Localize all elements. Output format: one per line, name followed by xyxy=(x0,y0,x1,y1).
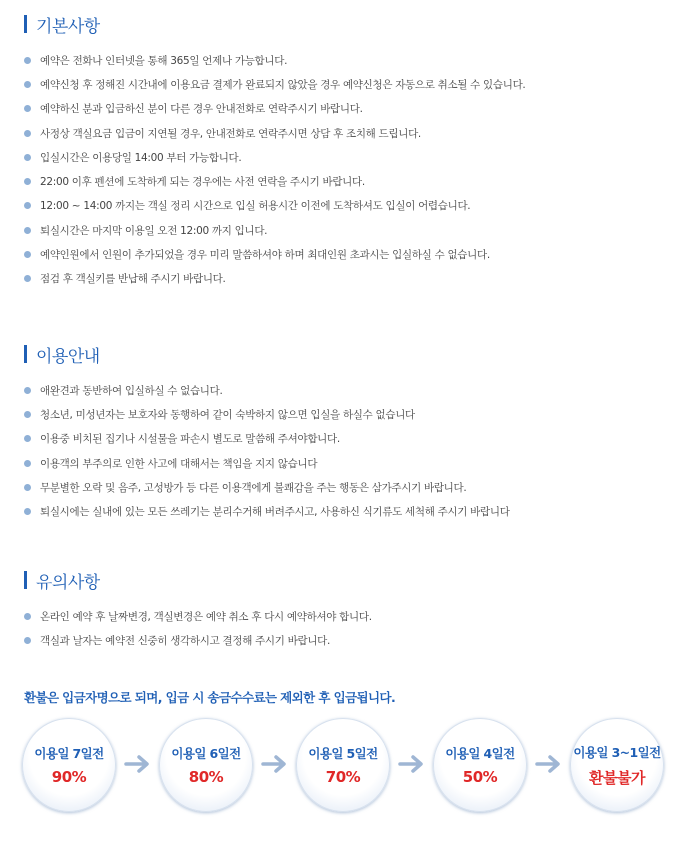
bullet-icon xyxy=(24,613,31,620)
refund-step xyxy=(433,718,527,812)
rules-list xyxy=(24,378,684,524)
section-usage xyxy=(24,342,684,524)
list-item: 무분별한 오락 및 음주, 고성방가 등 다른 이용객에게 불쾌감을 주는 행동은 삼가주시기 바랍니다. xyxy=(24,475,684,499)
refund-step-day: 이용일 7일전 xyxy=(34,746,104,761)
section-basic xyxy=(24,12,684,291)
list-item: 점검 후 객실키를 반납해 주시기 바랍니다. xyxy=(24,267,684,291)
list-item: 예약신청 후 정해진 시간내에 이용요금 결제가 완료되지 않았을 경우 예약신청은 자동으로 취소될 수 있습니다. xyxy=(24,72,684,96)
bullet-icon xyxy=(24,105,31,112)
list-item: 12:00 ~ 14:00 까지는 객실 정리 시간으로 입실 허용시간 이전에 도착하셔도 입실이 어렵습니다. xyxy=(24,194,684,218)
refund-step xyxy=(159,718,253,812)
refund-step-day: 이용일 4일전 xyxy=(445,746,515,761)
bullet-icon xyxy=(24,178,31,185)
section-notice xyxy=(24,568,684,653)
section-title: 이용안내 xyxy=(36,346,100,367)
section-heading xyxy=(24,568,684,592)
bullet-icon xyxy=(24,81,31,88)
refund-note: 환불은 입금자명으로 되며, 입금 시 송금수수료는 제외한 후 입금됩니다. xyxy=(24,690,396,705)
list-item: 객실과 날자는 예약전 신중히 생각하시고 결정해 주시기 바랍니다. xyxy=(24,628,684,652)
refund-step-rate: 80% xyxy=(188,768,224,786)
bullet-icon xyxy=(24,484,31,491)
list-item: 청소년, 미성년자는 보호자와 동행하여 같이 숙박하지 않으면 입실을 하실수 없습니다 xyxy=(24,402,684,426)
list-item: 22:00 이후 펜션에 도착하게 되는 경우에는 사전 연락을 주시기 바랍니다. xyxy=(24,169,684,193)
rules-list xyxy=(24,604,684,653)
bullet-icon xyxy=(24,387,31,394)
heading-bar xyxy=(24,15,27,33)
refund-step-day: 이용일 3~1일전 xyxy=(573,744,661,760)
section-title: 기본사항 xyxy=(36,16,100,37)
bullet-icon xyxy=(24,435,31,442)
arrow-right-icon xyxy=(398,754,426,774)
bullet-icon xyxy=(24,130,31,137)
refund-steps xyxy=(22,718,682,818)
bullet-icon xyxy=(24,637,31,644)
arrow-right-icon xyxy=(261,754,289,774)
bullet-icon xyxy=(24,154,31,161)
refund-step xyxy=(570,718,664,812)
refund-step xyxy=(22,718,116,812)
list-item: 입실시간은 이용당일 14:00 부터 가능합니다. xyxy=(24,145,684,169)
list-item: 예약은 전화나 인터넷을 통해 365일 언제나 가능합니다. xyxy=(24,48,684,72)
bullet-icon xyxy=(24,57,31,64)
section-heading xyxy=(24,342,684,366)
bullet-icon xyxy=(24,508,31,515)
heading-bar xyxy=(24,571,27,589)
refund-step xyxy=(296,718,390,812)
bullet-icon xyxy=(24,251,31,258)
bullet-icon xyxy=(24,275,31,282)
list-item: 이용중 비치된 집기나 시설물을 파손시 별도로 말씀해 주셔야합니다. xyxy=(24,427,684,451)
arrow-right-icon xyxy=(124,754,152,774)
refund-step-day: 이용일 5일전 xyxy=(308,746,378,761)
refund-step-rate: 50% xyxy=(462,768,498,786)
bullet-icon xyxy=(24,460,31,467)
bullet-icon xyxy=(24,227,31,234)
section-title: 유의사항 xyxy=(36,572,100,593)
refund-step-rate: 70% xyxy=(325,768,361,786)
list-item: 이용객의 부주의로 인한 사고에 대해서는 책임을 지지 않습니다 xyxy=(24,451,684,475)
list-item: 예약인원에서 인원이 추가되었을 경우 미리 말씀하셔야 하며 최대인원 초과시는 입실하실 수 없습니다. xyxy=(24,242,684,266)
heading-bar xyxy=(24,345,27,363)
list-item: 온라인 예약 후 날짜변경, 객실변경은 예약 취소 후 다시 예약하셔야 합니다. xyxy=(24,604,684,628)
refund-step-rate: 90% xyxy=(51,768,87,786)
list-item: 퇴실시간은 마지막 이용일 오전 12:00 까지 입니다. xyxy=(24,218,684,242)
refund-step-day: 이용일 6일전 xyxy=(171,746,241,761)
list-item: 사정상 객실요금 입금이 지연될 경우, 안내전화로 연락주시면 상담 후 조치해 드립니다. xyxy=(24,121,684,145)
list-item: 예약하신 분과 입금하신 분이 다른 경우 안내전화로 연락주시기 바랍니다. xyxy=(24,97,684,121)
refund-step-rate: 환불불가 xyxy=(589,768,645,787)
list-item: 애완견과 동반하여 입실하실 수 없습니다. xyxy=(24,378,684,402)
bullet-icon xyxy=(24,411,31,418)
bullet-icon xyxy=(24,202,31,209)
list-item: 퇴실시에는 실내에 있는 모든 쓰레기는 분리수거해 버려주시고, 사용하신 식기류도 세척해 주시기 바랍니다 xyxy=(24,499,684,523)
rules-list xyxy=(24,48,684,291)
arrow-right-icon xyxy=(535,754,563,774)
section-heading xyxy=(24,12,684,36)
